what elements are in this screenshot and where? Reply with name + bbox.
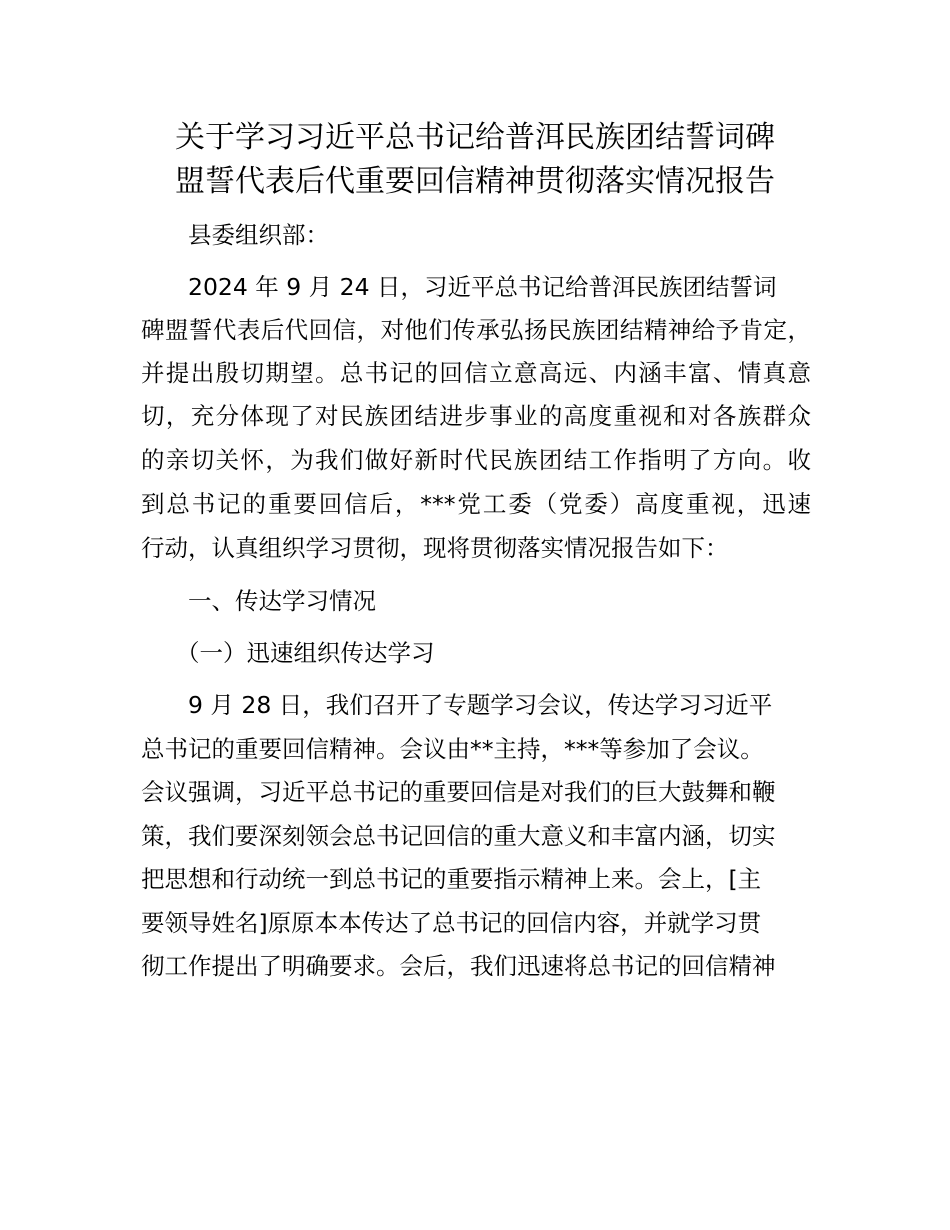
paragraph2-line-4: 策，我们要深刻领会总书记回信的重大意义和丰富内涵，切实	[141, 822, 776, 850]
salutation: 县委组织部：	[188, 221, 329, 249]
paragraph1-line-5: 的亲切关怀，为我们做好新时代民族团结工作指明了方向。收	[141, 446, 811, 474]
paragraph2-line-2: 总书记的重要回信精神。会议由**主持，***等参加了会议。	[141, 735, 764, 763]
paragraph1-line-3: 并提出殷切期望。总书记的回信立意高远、内涵丰富、情真意	[141, 359, 811, 387]
paragraph1-line-2: 碑盟誓代表后代回信，对他们传承弘扬民族团结精神给予肯定，	[141, 316, 811, 344]
document-title-line-2: 盟誓代表后代重要回信精神贯彻落实情况报告	[175, 164, 775, 199]
paragraph2-line-3: 会议强调，习近平总书记的重要回信是对我们的巨大鼓舞和鞭	[141, 778, 776, 806]
paragraph1-line-4: 切，充分体现了对民族团结进步事业的高度重视和对各族群众	[141, 402, 811, 430]
paragraph2-line-1: 9 月 28 日，我们召开了专题学习会议，传达学习习近平	[188, 691, 773, 719]
paragraph2-line-5: 把思想和行动统一到总书记的重要指示精神上来。会上，[主	[141, 865, 762, 893]
subsection1-heading: （一）迅速组织传达学习	[176, 639, 435, 667]
paragraph1-line-7: 行动，认真组织学习贯彻，现将贯彻落实情况报告如下：	[141, 534, 729, 562]
document-title-line-1: 关于学习习近平总书记给普洱民族团结誓词碑	[175, 120, 775, 155]
section1-heading: 一、传达学习情况	[188, 587, 376, 615]
paragraph1-line-1: 2024 年 9 月 24 日，习近平总书记给普洱民族团结誓词	[188, 273, 777, 301]
paragraph2-line-7: 彻工作提出了明确要求。会后，我们迅速将总书记的回信精神	[141, 952, 776, 980]
paragraph2-line-6: 要领导姓名]原原本本传达了总书记的回信内容，并就学习贯	[141, 909, 762, 937]
paragraph1-line-6: 到总书记的重要回信后，***党工委（党委）高度重视，迅速	[141, 490, 811, 518]
